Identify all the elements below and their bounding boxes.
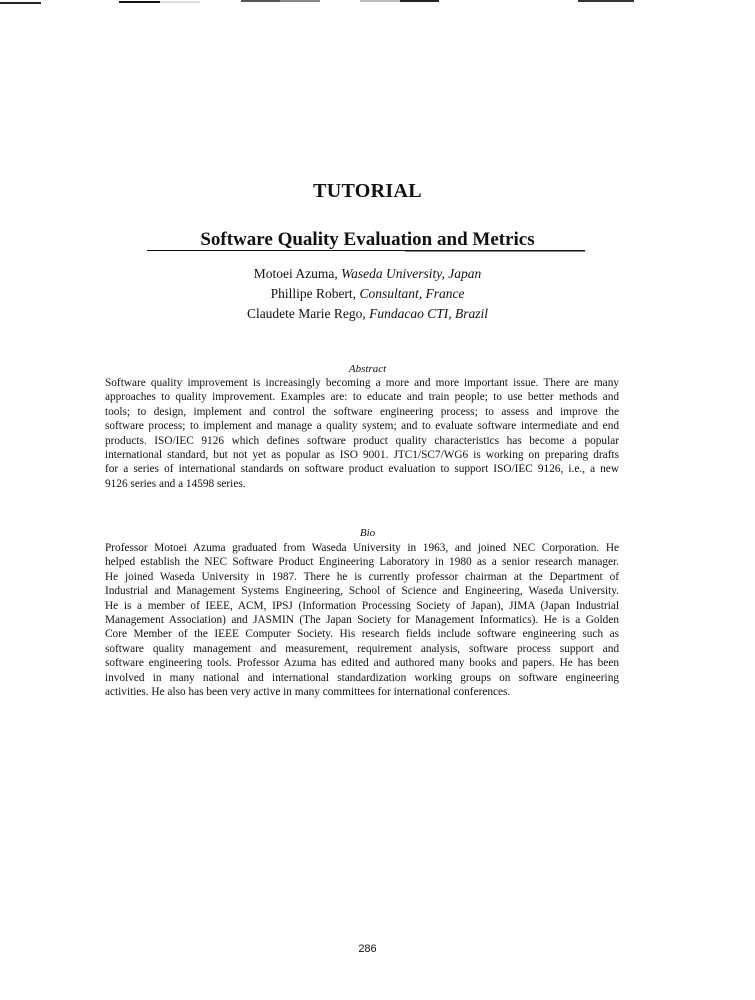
scan-artifact-line xyxy=(0,2,41,4)
scan-artifact-line xyxy=(280,0,320,2)
bio-body xyxy=(105,541,619,699)
paper-title: Software Quality Evaluation and Metrics xyxy=(200,229,535,250)
abstract-line: international standard, but not yet as popular as ISO 9001. JTC1/SC7/WG6 is working on preparing drafts xyxy=(105,448,619,461)
bio-line: activities. He also has been very active in many committees for international conferences. xyxy=(105,685,511,698)
bio-line: helped establish the NEC Software Product Engineering Laboratory in 1980 as a senior research manager. xyxy=(105,556,619,569)
abstract-line: software process; to implement and manage a quality system; and to evaluate software intermediate and end xyxy=(105,420,619,433)
abstract-body xyxy=(105,376,619,491)
bio-line: Core Member of the IEEE Computer Society. His research fields include software engineering such as xyxy=(105,628,619,641)
scan-artifact-line xyxy=(119,1,160,3)
author-name: Claudete Marie Rego, xyxy=(246,306,370,321)
bio-line: software engineering tools. Professor Azuma has edited and authored many books and papers. He has been xyxy=(105,657,619,670)
bio-line: He joined Waseda University in 1987. There he is currently professor chairman at the Department of xyxy=(105,570,619,583)
bio-line: Professor Motoei Azuma graduated from Waseda University in 1963, and joined NEC Corporation. He xyxy=(105,542,619,554)
author-entry xyxy=(0,304,735,324)
bio-line: Management Association) and JASMIN (The Japan Society for Management Informatics). He is a Golden xyxy=(105,613,619,626)
scan-artifact-line xyxy=(578,0,634,2)
author-entry xyxy=(0,264,735,284)
abstract-heading: Abstract xyxy=(348,363,387,375)
bio-heading: Bio xyxy=(359,527,376,539)
bio-line: software quality management and measurement, requirement analysis, software process support and xyxy=(105,642,619,655)
section-label: TUTORIAL xyxy=(313,180,422,202)
title-underline-shadow xyxy=(405,251,585,252)
page-number: 286 xyxy=(358,943,377,955)
scan-artifact-line xyxy=(241,0,280,2)
bio-line: involved in many national and international standardization working groups on software engineering xyxy=(105,671,619,684)
author-name: Motoei Azuma, xyxy=(253,266,342,281)
scan-artifact-line xyxy=(160,1,200,3)
bio-line: Industrial and Management Systems Engineering, School of Science and Engineering, Waseda University. xyxy=(105,585,619,598)
author-affiliation: Waseda University, Japan xyxy=(341,266,482,281)
author-name: Phillipe Robert, xyxy=(270,286,360,301)
abstract-line: Software quality improvement is increasingly becoming a more and more important issue. There are many xyxy=(105,377,619,389)
scan-artifact-line xyxy=(360,0,400,2)
author-affiliation: Fundacao CTI, Brazil xyxy=(369,306,489,321)
bio-line: He is a member of IEEE, ACM, IPSJ (Information Processing Society of Japan), JIMA (Japan Industrial xyxy=(105,599,619,612)
scan-artifact-line xyxy=(400,0,439,2)
abstract-line: approaches to quality improvement. Examples are: to educate and train people; to use better methods and xyxy=(105,391,619,404)
abstract-line: products. ISO/IEC 9126 which defines software product quality characteristics has become a popular xyxy=(105,434,619,447)
abstract-line: for a series of international standards on software product evaluation to support ISO/IEC 9126, i.e., a new xyxy=(105,463,619,476)
author-list xyxy=(0,264,735,324)
abstract-line: 9126 series and a 14598 series. xyxy=(105,477,246,490)
abstract-line: tools; to design, implement and control the software engineering process; to assess and improve the xyxy=(105,405,619,418)
author-affiliation: Consultant, France xyxy=(359,286,465,301)
author-entry xyxy=(0,284,735,304)
